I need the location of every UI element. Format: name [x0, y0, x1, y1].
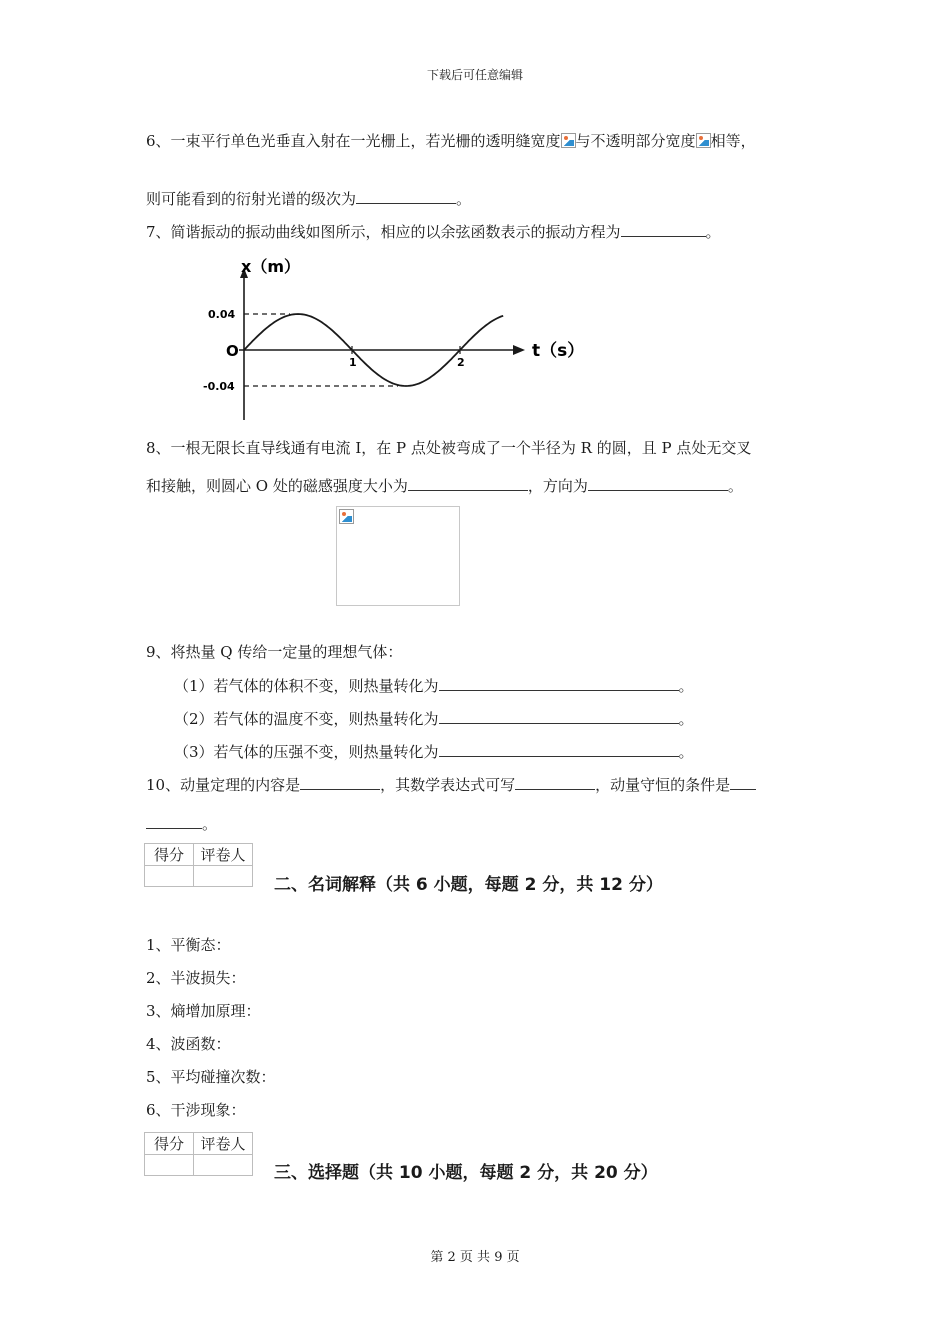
q10-text-part3: ，动量守恒的条件是	[595, 776, 731, 794]
y-axis-label: x（m）	[241, 257, 300, 276]
answer-blank[interactable]	[439, 742, 679, 757]
question-9-sub-1	[174, 676, 694, 696]
score-table-section-2	[144, 843, 253, 887]
answer-blank[interactable]	[621, 222, 706, 237]
question-9-sub-3	[174, 742, 694, 762]
term-item-6: 6、干涉现象：	[146, 1101, 246, 1119]
y-tick-label-neg: -0.04	[203, 380, 235, 393]
score-cell[interactable]	[145, 1155, 194, 1176]
question-8-line-2	[146, 476, 743, 496]
answer-blank[interactable]	[408, 476, 528, 491]
question-6-line-1	[146, 131, 756, 151]
broken-image-icon	[339, 509, 354, 524]
answer-blank[interactable]	[439, 709, 679, 724]
term-item-2: 2、半波损失：	[146, 969, 246, 987]
answer-blank[interactable]	[300, 775, 380, 790]
grader-label: 评卷人	[194, 844, 253, 866]
grader-cell[interactable]	[194, 1155, 253, 1176]
q9-sub3-end: 。	[678, 743, 694, 761]
question-10-line-2	[146, 814, 217, 834]
x-tick-label-2: 2	[457, 356, 465, 369]
question-9-stem: 9、将热量 Q 传给一定量的理想气体：	[146, 643, 403, 661]
q9-sub2-end: 。	[678, 710, 694, 728]
q6-end: 。	[456, 190, 472, 208]
q8-text-a: 和接触，则圆心 O 处的磁感强度大小为	[146, 477, 408, 495]
q6-text-part2: 与不透明部分宽度	[575, 132, 696, 150]
q8-end: 。	[727, 477, 743, 495]
origin-label: O	[226, 342, 239, 360]
page-footer: 第 2 页 共 9 页	[430, 1250, 520, 1265]
q10-end: 。	[202, 815, 218, 833]
question-9-sub-2	[174, 709, 694, 729]
x-tick-label-1: 1	[349, 356, 357, 369]
question-7	[146, 222, 721, 242]
term-item-4: 4、波函数：	[146, 1035, 231, 1053]
term-item-5: 5、平均碰撞次数：	[146, 1068, 276, 1086]
answer-blank[interactable]	[356, 189, 456, 204]
section-3-title: 三、选择题（共 10 小题，每题 2 分，共 20 分）	[274, 1163, 658, 1183]
q7-end: 。	[705, 223, 721, 241]
answer-blank[interactable]	[588, 476, 728, 491]
q6-text-line2: 则可能看到的衍射光谱的级次为	[146, 190, 357, 208]
q6-text-part3: 相等，	[710, 132, 756, 150]
question-10-line-1	[146, 775, 756, 795]
section-2-title: 二、名词解释（共 6 小题，每题 2 分，共 12 分）	[274, 875, 663, 895]
q9-sub3-text: （3）若气体的压强不变，则热量转化为	[174, 743, 439, 761]
vibration-curve-figure	[195, 250, 595, 425]
question-6-line-2	[146, 189, 471, 209]
score-table-section-3	[144, 1132, 253, 1176]
q9-sub1-text: （1）若气体的体积不变，则热量转化为	[174, 677, 439, 695]
term-item-3: 3、熵增加原理：	[146, 1002, 261, 1020]
q10-text-part2: ，其数学表达式可写	[380, 776, 516, 794]
answer-blank[interactable]	[515, 775, 595, 790]
q10-text-part1: 10、动量定理的内容是	[146, 776, 301, 794]
answer-blank[interactable]	[439, 676, 679, 691]
term-item-1: 1、平衡态：	[146, 936, 231, 954]
q8-figure-placeholder	[336, 506, 460, 606]
page-header: 下载后可任意编辑	[426, 68, 523, 82]
question-8-line-1: 8、一根无限长直导线通有电流 I，在 P 点处被弯成了一个半径为 R 的圆，且 P 点处无交叉	[146, 439, 752, 457]
q9-sub2-text: （2）若气体的温度不变，则热量转化为	[174, 710, 439, 728]
answer-blank[interactable]	[730, 775, 756, 790]
score-label: 得分	[145, 844, 194, 866]
x-axis-arrow	[513, 345, 525, 355]
grader-label: 评卷人	[194, 1133, 253, 1155]
x-axis-label: t（s）	[532, 341, 585, 361]
y-tick-label-pos: 0.04	[208, 308, 236, 321]
q9-sub1-end: 。	[678, 677, 694, 695]
answer-blank-continued[interactable]	[146, 814, 202, 829]
score-cell[interactable]	[145, 866, 194, 887]
q7-text: 7、简谐振动的振动曲线如图所示，相应的以余弦函数表示的振动方程为	[146, 223, 621, 241]
broken-image-icon	[561, 133, 576, 148]
q8-text-b: ，方向为	[527, 477, 588, 495]
broken-image-icon	[696, 133, 711, 148]
q6-text-part1: 6、一束平行单色光垂直入射在一光栅上，若光栅的透明缝宽度	[146, 132, 561, 150]
grader-cell[interactable]	[194, 866, 253, 887]
score-label: 得分	[145, 1133, 194, 1155]
